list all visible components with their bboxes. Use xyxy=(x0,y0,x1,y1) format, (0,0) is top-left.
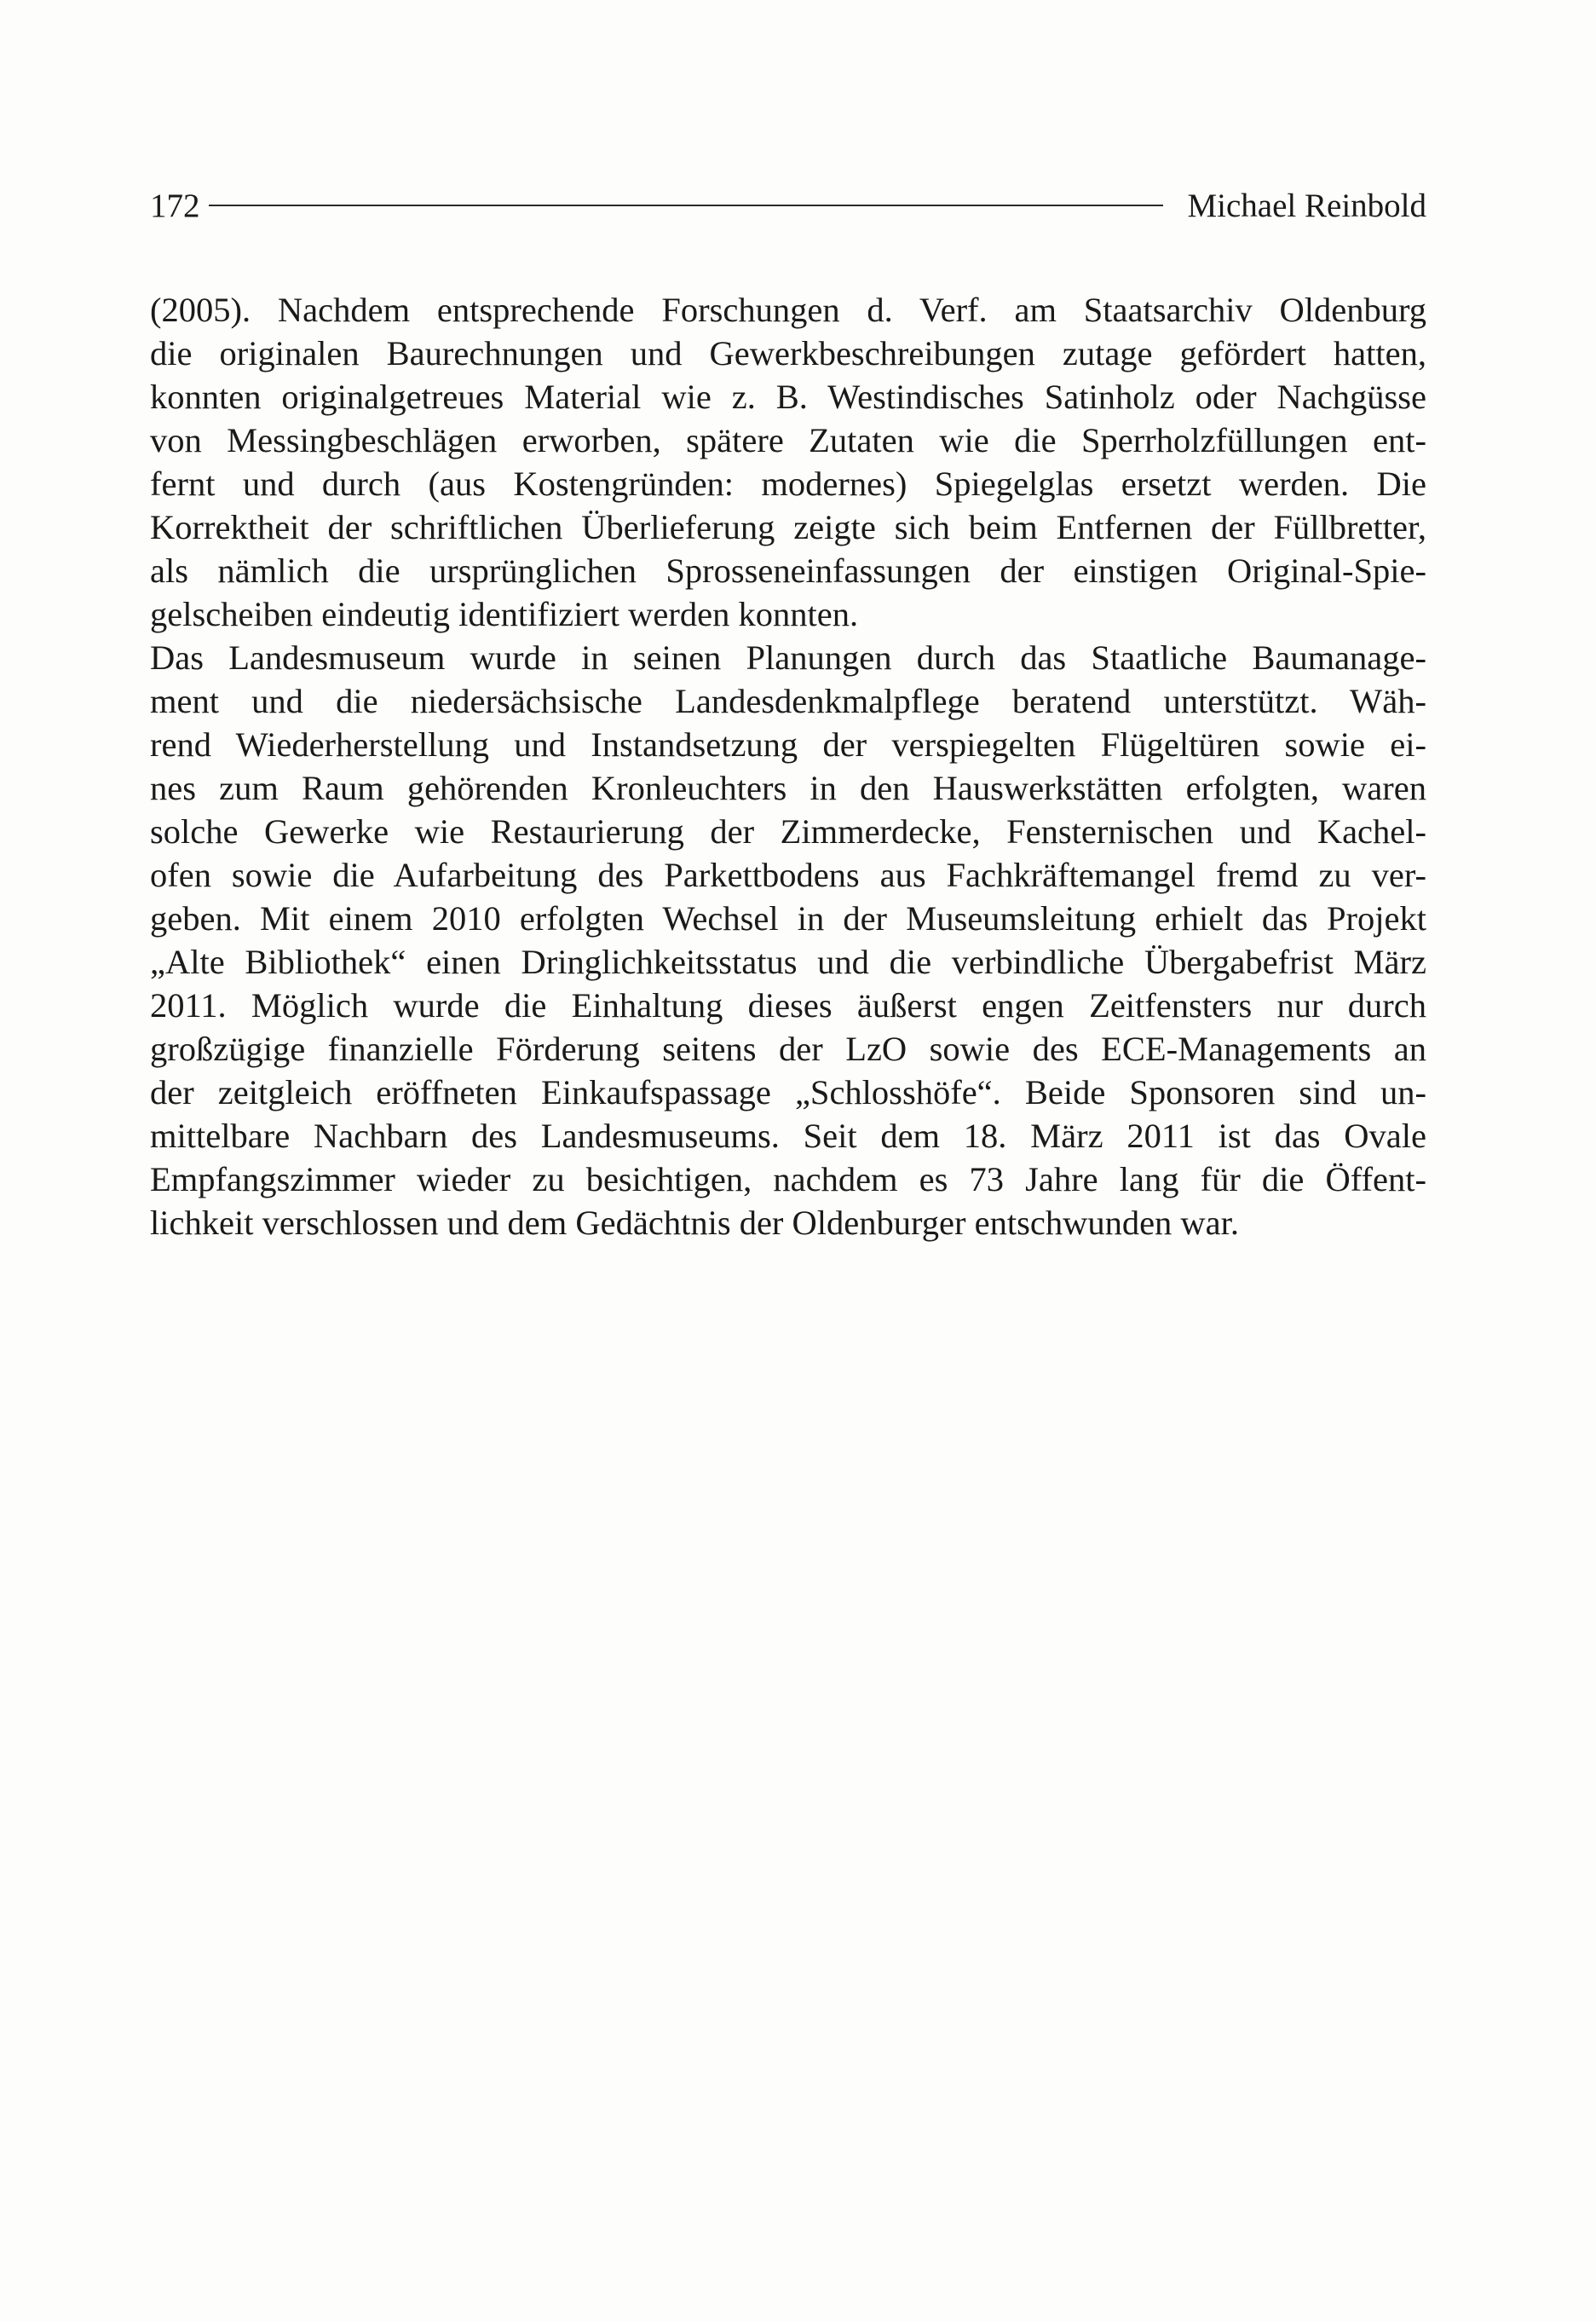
text-line: „Alte Bibliothek“ einen Dringlichkeitsstatus und die verbindliche Übergabefrist März xyxy=(150,943,1426,981)
text-line: gelscheiben eindeutig identifiziert werden konnten. xyxy=(150,595,859,633)
page-header xyxy=(150,182,1426,228)
text-line: geben. Mit einem 2010 erfolgten Wechsel in der Museumsleitung erhielt das Projekt xyxy=(150,899,1426,938)
text-line: Das Landesmuseum wurde in seinen Planungen durch das Staatliche Baumanage- xyxy=(150,638,1426,677)
text-line: nes zum Raum gehörenden Kronleuchters in den Hauswerkstätten erfolgten, waren xyxy=(150,769,1426,807)
text-line: großzügige finanzielle Förderung seitens der LzO sowie des ECE-Managements an xyxy=(150,1030,1426,1068)
page-number: 172 xyxy=(150,187,200,224)
text-line: die originalen Baurechnungen und Gewerkbeschreibungen zutage gefördert hatten, xyxy=(150,334,1426,372)
paragraph-2 xyxy=(150,636,1426,1244)
running-head-author: Michael Reinbold xyxy=(1187,187,1426,224)
text-line: konnten originalgetreues Material wie z. B. Westindisches Satinholz oder Nachgüsse xyxy=(150,378,1426,416)
text-line: Empfangszimmer wieder zu besichtigen, nachdem es 73 Jahre lang für die Öffent- xyxy=(150,1160,1426,1198)
body-text xyxy=(150,288,1426,1244)
text-line: (2005). Nachdem entsprechende Forschungen d. Verf. am Staatsarchiv Oldenburg xyxy=(150,291,1426,329)
text-line: 2011. Möglich wurde die Einhaltung dieses äußerst engen Zeitfensters nur durch xyxy=(150,986,1426,1025)
text-line: von Messingbeschlägen erworben, spätere Zutaten wie die Sperrholzfüllungen ent- xyxy=(150,421,1426,459)
header-rule xyxy=(209,205,1164,206)
text-line: als nämlich die ursprünglichen Sprosseneinfassungen der einstigen Original-Spie- xyxy=(150,551,1426,590)
text-line: fernt und durch (aus Kostengründen: modernes) Spiegelglas ersetzt werden. Die xyxy=(150,465,1426,503)
text-line: ofen sowie die Aufarbeitung des Parkettbodens aus Fachkräftemangel fremd zu ver- xyxy=(150,856,1426,894)
paragraph-1 xyxy=(150,288,1426,636)
text-line: mittelbare Nachbarn des Landesmuseums. Seit dem 18. März 2011 ist das Ovale xyxy=(150,1117,1426,1155)
text-line: der zeitgleich eröffneten Einkaufspassage „Schlosshöfe“. Beide Sponsoren sind un- xyxy=(150,1073,1426,1111)
text-line: solche Gewerke wie Restaurierung der Zimmerdecke, Fensternischen und Kachel- xyxy=(150,812,1426,851)
text-line: Korrektheit der schriftlichen Überlieferung zeigte sich beim Entfernen der Füllbretter, xyxy=(150,508,1426,546)
text-line: lichkeit verschlossen und dem Gedächtnis der Oldenburger entschwunden war. xyxy=(150,1204,1240,1242)
text-line: rend Wiederherstellung und Instandsetzung der verspiegelten Flügeltüren sowie ei- xyxy=(150,725,1426,764)
text-line: ment und die niedersächsische Landesdenkmalpflege beratend unterstützt. Wäh- xyxy=(150,682,1426,720)
